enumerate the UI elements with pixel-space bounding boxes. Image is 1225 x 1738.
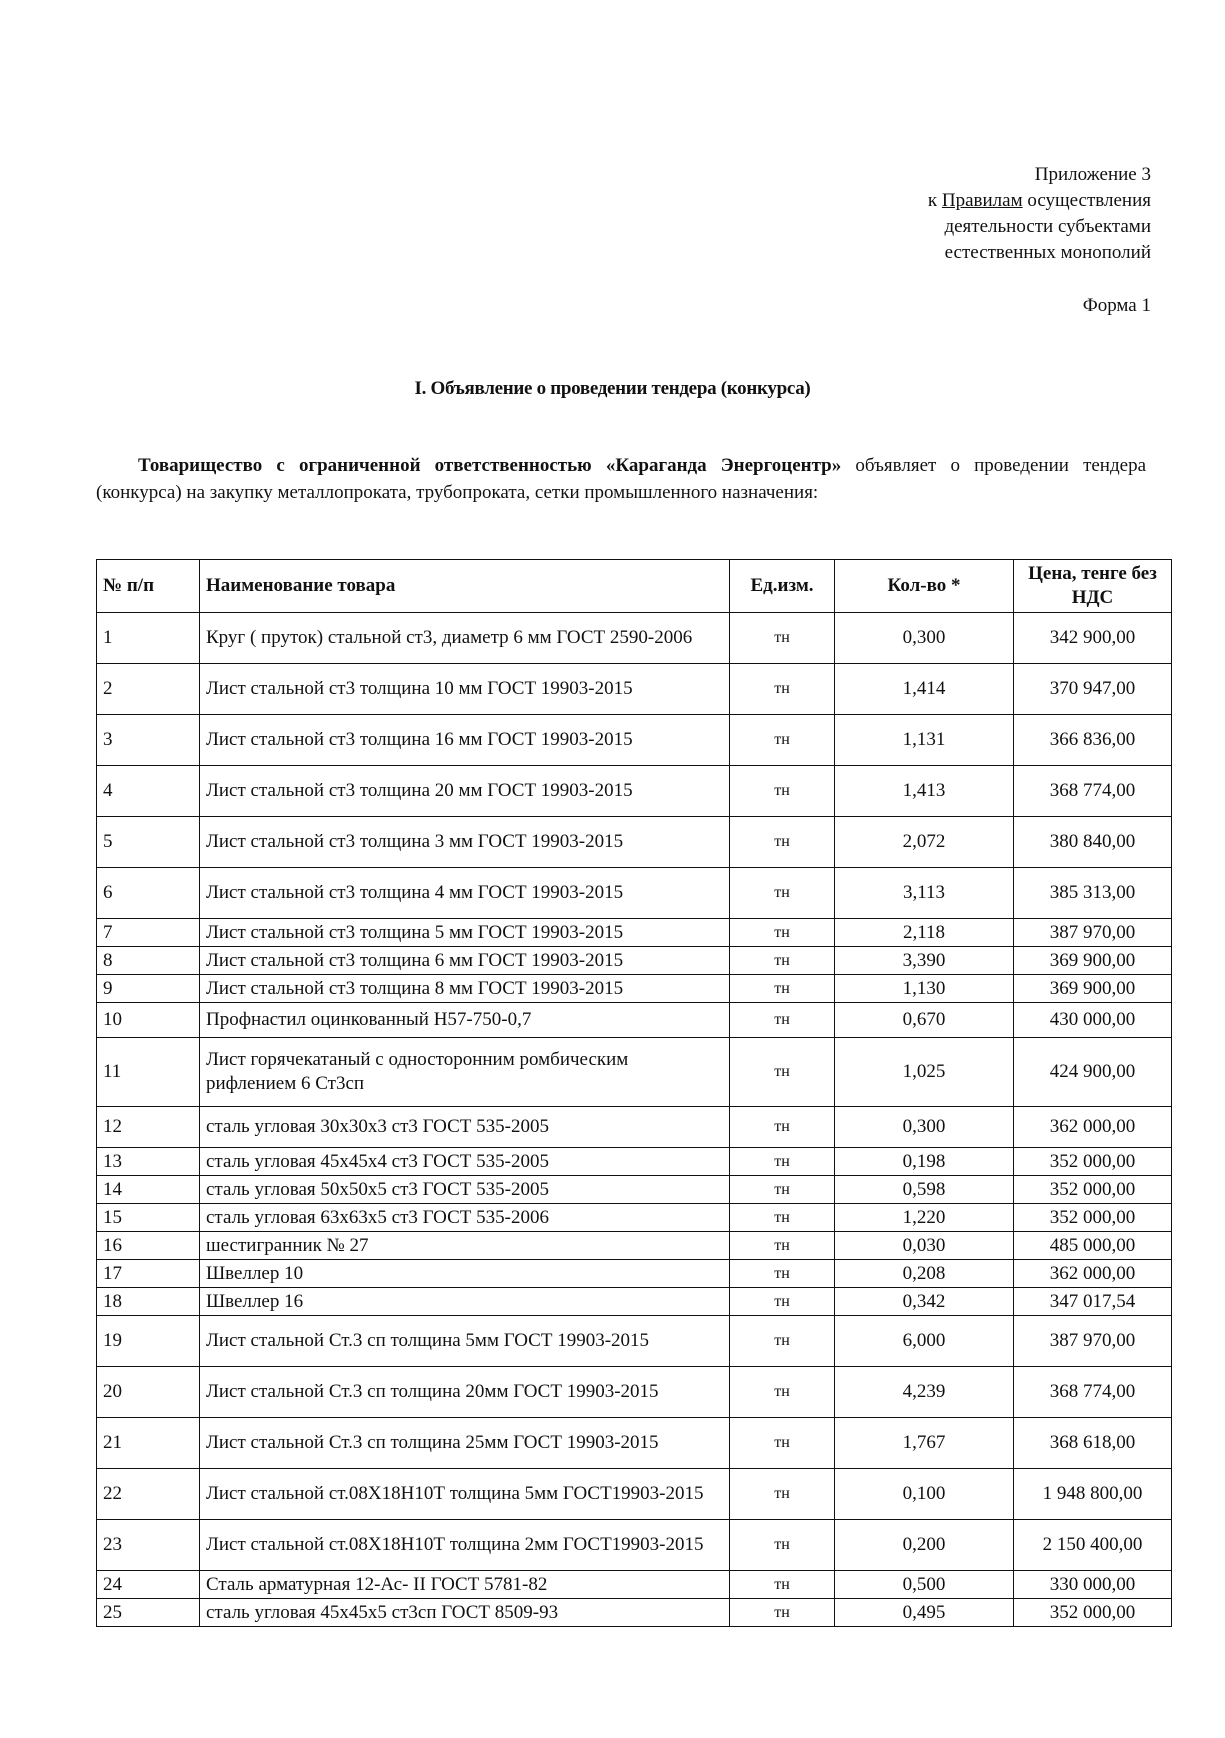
table-row: [97, 1260, 1172, 1288]
cell-name: Лист стальной ст3 толщина 10 мм ГОСТ 19903-2015: [200, 664, 730, 715]
cell-price: 368 774,00: [1014, 766, 1172, 817]
cell-qty: 4,239: [835, 1367, 1014, 1418]
cell-price: 352 000,00: [1014, 1148, 1172, 1176]
cell-qty: 0,030: [835, 1232, 1014, 1260]
cell-price: 369 900,00: [1014, 947, 1172, 975]
cell-unit: тн: [730, 947, 835, 975]
table-row: [97, 613, 1172, 664]
cell-no: 8: [97, 947, 200, 975]
cell-no: 4: [97, 766, 200, 817]
cell-qty: 0,495: [835, 1599, 1014, 1627]
appendix-suffix: осуществления: [1022, 190, 1151, 211]
table-row: [97, 1469, 1172, 1520]
intro-text: объявляет о проведении тендера (конкурса) на закупку металлопроката, трубопроката, сетки промышленного назначения:: [96, 455, 1147, 503]
cell-price: 352 000,00: [1014, 1204, 1172, 1232]
cell-price: 385 313,00: [1014, 868, 1172, 919]
cell-name: сталь угловая 45х45х4 ст3 ГОСТ 535-2005: [200, 1148, 730, 1176]
cell-price: 347 017,54: [1014, 1288, 1172, 1316]
cell-price: 387 970,00: [1014, 1316, 1172, 1367]
cell-qty: 0,200: [835, 1520, 1014, 1571]
appendix-prefix: к: [927, 190, 942, 211]
cell-unit: тн: [730, 817, 835, 868]
cell-price: 352 000,00: [1014, 1599, 1172, 1627]
cell-price: 1 948 800,00: [1014, 1469, 1172, 1520]
cell-price: 370 947,00: [1014, 664, 1172, 715]
cell-unit: тн: [730, 1469, 835, 1520]
table-row: [97, 1288, 1172, 1316]
cell-no: 19: [97, 1316, 200, 1367]
cell-name: Лист стальной Ст.3 сп толщина 5мм ГОСТ 19903-2015: [200, 1316, 730, 1367]
table-row: [97, 1204, 1172, 1232]
table-row: [97, 1418, 1172, 1469]
cell-unit: тн: [730, 1260, 835, 1288]
cell-qty: 0,500: [835, 1571, 1014, 1599]
cell-no: 22: [97, 1469, 200, 1520]
cell-name: Лист стальной ст3 толщина 8 мм ГОСТ 19903-2015: [200, 975, 730, 1003]
cell-price: 380 840,00: [1014, 817, 1172, 868]
cell-unit: тн: [730, 766, 835, 817]
cell-name: Лист стальной Ст.3 сп толщина 25мм ГОСТ 19903-2015: [200, 1418, 730, 1469]
table-row: [97, 947, 1172, 975]
table-row: [97, 1571, 1172, 1599]
cell-price: 387 970,00: [1014, 919, 1172, 947]
cell-qty: 0,198: [835, 1148, 1014, 1176]
cell-qty: 0,300: [835, 1107, 1014, 1148]
table-row: [97, 1003, 1172, 1038]
cell-unit: тн: [730, 715, 835, 766]
cell-qty: 3,113: [835, 868, 1014, 919]
cell-qty: 1,414: [835, 664, 1014, 715]
cell-unit: тн: [730, 1232, 835, 1260]
cell-name: сталь угловая 50х50х5 ст3 ГОСТ 535-2005: [200, 1176, 730, 1204]
cell-name: сталь угловая 30х30х3 ст3 ГОСТ 535-2005: [200, 1107, 730, 1148]
table-row: [97, 1316, 1172, 1367]
cell-price: 362 000,00: [1014, 1107, 1172, 1148]
items-table: [96, 559, 1172, 1627]
table-row: [97, 1520, 1172, 1571]
cell-qty: 0,208: [835, 1260, 1014, 1288]
cell-price: 2 150 400,00: [1014, 1520, 1172, 1571]
cell-unit: тн: [730, 868, 835, 919]
cell-name: Лист стальной Ст.3 сп толщина 20мм ГОСТ 19903-2015: [200, 1367, 730, 1418]
cell-price: 362 000,00: [1014, 1260, 1172, 1288]
table-row: [97, 664, 1172, 715]
table-row: [97, 868, 1172, 919]
cell-qty: 1,131: [835, 715, 1014, 766]
cell-no: 16: [97, 1232, 200, 1260]
cell-unit: тн: [730, 613, 835, 664]
cell-name: шестигранник № 27: [200, 1232, 730, 1260]
form-label: Форма 1: [1082, 295, 1151, 316]
table-row: [97, 975, 1172, 1003]
cell-name: Швеллер 10: [200, 1260, 730, 1288]
cell-price: 485 000,00: [1014, 1232, 1172, 1260]
cell-qty: 1,130: [835, 975, 1014, 1003]
cell-unit: тн: [730, 1204, 835, 1232]
appendix-rules-line: [928, 188, 1151, 214]
rules-link[interactable]: Правилам: [941, 190, 1023, 211]
cell-qty: 2,118: [835, 919, 1014, 947]
cell-no: 12: [97, 1107, 200, 1148]
table-row: [97, 817, 1172, 868]
table-row: [97, 1107, 1172, 1148]
cell-qty: 2,072: [835, 817, 1014, 868]
cell-no: 15: [97, 1204, 200, 1232]
header-price: Цена, тенге без НДС: [1014, 560, 1172, 613]
cell-name: Лист стальной ст3 толщина 3 мм ГОСТ 19903-2015: [200, 817, 730, 868]
cell-name: сталь угловая 45х45х5 ст3сп ГОСТ 8509-93: [200, 1599, 730, 1627]
table-row: [97, 1038, 1172, 1107]
cell-no: 1: [97, 613, 200, 664]
cell-no: 7: [97, 919, 200, 947]
cell-name: Круг ( пруток) стальной ст3, диаметр 6 мм ГОСТ 2590-2006: [200, 613, 730, 664]
cell-name: Профнастил оцинкованный Н57-750-0,7: [200, 1003, 730, 1038]
cell-unit: тн: [730, 1176, 835, 1204]
cell-no: 3: [97, 715, 200, 766]
table-row: [97, 1176, 1172, 1204]
table-row: [97, 919, 1172, 947]
cell-unit: тн: [730, 1107, 835, 1148]
cell-no: 18: [97, 1288, 200, 1316]
cell-no: 23: [97, 1520, 200, 1571]
cell-unit: тн: [730, 1367, 835, 1418]
table-row: [97, 766, 1172, 817]
cell-name: Лист стальной ст3 толщина 20 мм ГОСТ 19903-2015: [200, 766, 730, 817]
cell-no: 11: [97, 1038, 200, 1107]
cell-name: Швеллер 16: [200, 1288, 730, 1316]
cell-qty: 0,342: [835, 1288, 1014, 1316]
cell-no: 17: [97, 1260, 200, 1288]
cell-unit: тн: [730, 1599, 835, 1627]
cell-unit: тн: [730, 919, 835, 947]
cell-unit: тн: [730, 664, 835, 715]
cell-qty: 0,300: [835, 613, 1014, 664]
cell-no: 21: [97, 1418, 200, 1469]
cell-name: сталь угловая 63х63х5 ст3 ГОСТ 535-2006: [200, 1204, 730, 1232]
table-row: [97, 715, 1172, 766]
header-no: № п/п: [97, 560, 200, 613]
header-unit: Ед.изм.: [730, 560, 835, 613]
cell-no: 10: [97, 1003, 200, 1038]
cell-unit: тн: [730, 1520, 835, 1571]
cell-name: Сталь арматурная 12-Ас- II ГОСТ 5781-82: [200, 1571, 730, 1599]
appendix-line3: деятельности субъектами: [944, 216, 1151, 237]
cell-no: 14: [97, 1176, 200, 1204]
cell-no: 24: [97, 1571, 200, 1599]
cell-unit: тн: [730, 1418, 835, 1469]
table-row: [97, 1367, 1172, 1418]
cell-price: 424 900,00: [1014, 1038, 1172, 1107]
cell-unit: тн: [730, 1148, 835, 1176]
header-qty: Кол-во *: [835, 560, 1014, 613]
cell-qty: 0,670: [835, 1003, 1014, 1038]
cell-price: 330 000,00: [1014, 1571, 1172, 1599]
cell-unit: тн: [730, 1038, 835, 1107]
cell-no: 2: [97, 664, 200, 715]
table-row: [97, 1599, 1172, 1627]
header-name: Наименование товара: [200, 560, 730, 613]
cell-qty: 3,390: [835, 947, 1014, 975]
cell-name: Лист горячекатаный с односторонним ромбическим рифлением 6 Ст3сп: [200, 1038, 730, 1107]
table-header-row: [97, 560, 1172, 613]
cell-name: Лист стальной ст3 толщина 16 мм ГОСТ 19903-2015: [200, 715, 730, 766]
cell-price: 352 000,00: [1014, 1176, 1172, 1204]
appendix-header: [928, 162, 1151, 266]
document-title: I. Объявление о проведении тендера (конкурса): [414, 378, 811, 399]
company-name: Товарищество с ограниченной ответственностью «Караганда Энергоцентр»: [138, 455, 842, 476]
cell-no: 20: [97, 1367, 200, 1418]
cell-qty: 6,000: [835, 1316, 1014, 1367]
cell-name: Лист стальной ст3 толщина 4 мм ГОСТ 19903-2015: [200, 868, 730, 919]
cell-name: Лист стальной ст3 толщина 6 мм ГОСТ 19903-2015: [200, 947, 730, 975]
cell-price: 342 900,00: [1014, 613, 1172, 664]
cell-price: 368 774,00: [1014, 1367, 1172, 1418]
cell-name: Лист стальной ст.08Х18Н10Т толщина 5мм ГОСТ19903-2015: [200, 1469, 730, 1520]
cell-qty: 0,598: [835, 1176, 1014, 1204]
cell-price: 430 000,00: [1014, 1003, 1172, 1038]
cell-no: 6: [97, 868, 200, 919]
cell-no: 25: [97, 1599, 200, 1627]
cell-unit: тн: [730, 975, 835, 1003]
appendix-line4: естественных монополий: [944, 242, 1151, 263]
cell-qty: 1,413: [835, 766, 1014, 817]
cell-qty: 0,100: [835, 1469, 1014, 1520]
table-row: [97, 1148, 1172, 1176]
cell-unit: тн: [730, 1316, 835, 1367]
intro-paragraph: [96, 452, 1146, 506]
cell-qty: 1,220: [835, 1204, 1014, 1232]
cell-name: Лист стальной ст3 толщина 5 мм ГОСТ 19903-2015: [200, 919, 730, 947]
cell-no: 13: [97, 1148, 200, 1176]
appendix-number: Приложение 3: [1034, 164, 1151, 185]
cell-unit: тн: [730, 1003, 835, 1038]
cell-no: 5: [97, 817, 200, 868]
cell-price: 368 618,00: [1014, 1418, 1172, 1469]
cell-no: 9: [97, 975, 200, 1003]
cell-name: Лист стальной ст.08Х18Н10Т толщина 2мм ГОСТ19903-2015: [200, 1520, 730, 1571]
cell-price: 369 900,00: [1014, 975, 1172, 1003]
table-row: [97, 1232, 1172, 1260]
cell-qty: 1,767: [835, 1418, 1014, 1469]
cell-unit: тн: [730, 1571, 835, 1599]
cell-unit: тн: [730, 1288, 835, 1316]
cell-qty: 1,025: [835, 1038, 1014, 1107]
cell-price: 366 836,00: [1014, 715, 1172, 766]
